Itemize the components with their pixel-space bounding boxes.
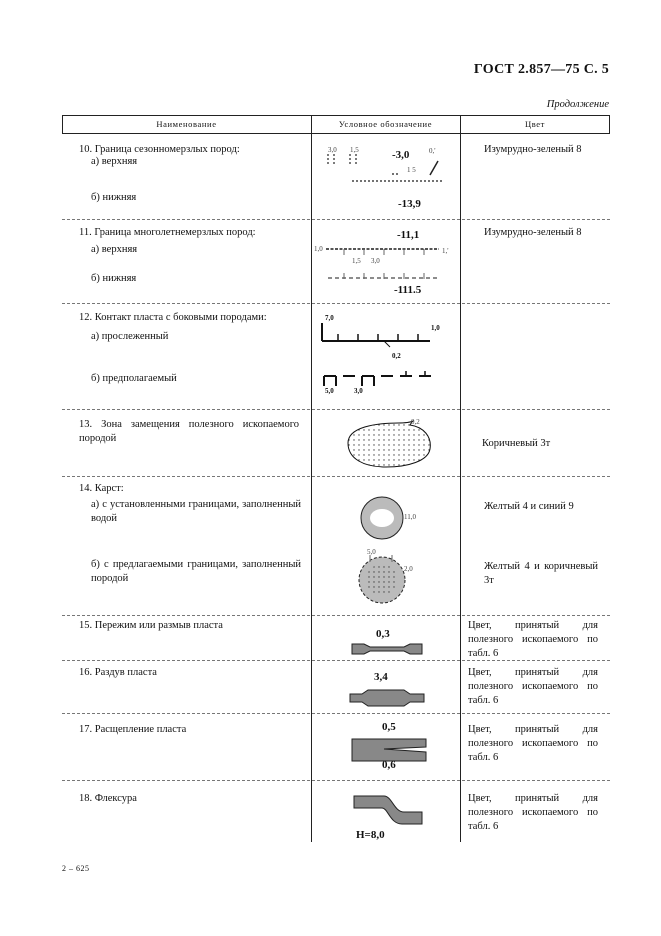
row-color: Изумрудно-зеленый 8 bbox=[484, 227, 582, 238]
table-row bbox=[62, 713, 610, 780]
row-item-a: а) верхняя bbox=[91, 244, 138, 255]
table-row bbox=[62, 660, 610, 713]
symbol-label: 1,0 bbox=[314, 245, 323, 253]
row-title: 13. Зона замещения полезного ископаемого породой bbox=[79, 419, 299, 444]
symbol-label: 1,' bbox=[442, 247, 449, 255]
row-title: 16. Раздув пласта bbox=[79, 667, 157, 678]
table-row bbox=[62, 133, 610, 219]
row-color: Цвет, принятый для полезного ископаемого по табл. 6 bbox=[468, 724, 598, 763]
page-footer: 2 – 625 bbox=[62, 864, 90, 873]
row-title: 14. Карст: bbox=[79, 483, 124, 494]
table-row bbox=[62, 219, 610, 303]
symbol-value: 0,5 bbox=[382, 721, 396, 733]
symbol-label: 3,0 bbox=[328, 146, 337, 154]
symbol-label: 0,2 bbox=[411, 418, 420, 426]
row-title: 11. Граница многолетнемерзлых пород: bbox=[79, 227, 256, 238]
row-color: Цвет, принятый для полезного ископаемого по табл. 6 bbox=[468, 667, 598, 706]
symbol-value: -3,0 bbox=[392, 149, 410, 161]
page-header: ГОСТ 2.857—75 С. 5 bbox=[473, 62, 609, 77]
seam-swell-symbol bbox=[348, 688, 426, 708]
col-header-symbol: Условное обозначение bbox=[338, 119, 433, 129]
row-item-b: б) нижняя bbox=[91, 192, 137, 203]
row-color: Цвет, принятый для полезного ископаемого по табл. 6 bbox=[468, 620, 598, 659]
row-item-b: б) с предлагаемыми границами, заполненный породой bbox=[91, 559, 301, 584]
row-title: 12. Контакт пласта с боковыми породами: bbox=[79, 312, 267, 323]
row-item-a: а) с установленными границами, заполненный водой bbox=[91, 499, 301, 524]
symbol-label: 1,0 bbox=[431, 324, 440, 332]
continuation-label: Продолжение bbox=[546, 99, 609, 110]
table-row bbox=[62, 303, 610, 409]
row-color-b: Желтый 4 и коричневый 3т bbox=[484, 561, 598, 586]
row-title: 10. Граница сезонномерзлых пород: bbox=[79, 144, 240, 155]
row-color: Изумрудно-зеленый 8 bbox=[484, 144, 582, 155]
row-item-a: а) прослеженный bbox=[91, 331, 169, 342]
symbol-label: 0,2 bbox=[392, 352, 401, 360]
symbol-label: 1 5 bbox=[407, 166, 416, 174]
permafrost-boundary-symbol bbox=[324, 243, 442, 289]
symbol-value: -13,9 bbox=[398, 198, 421, 210]
col-header-name: Наименование bbox=[156, 119, 217, 129]
symbol-value: -111.5 bbox=[394, 284, 422, 296]
symbol-label: 7,0 bbox=[325, 314, 334, 322]
row-title: 15. Пережим или размыв пласта bbox=[79, 620, 223, 631]
symbol-label: 3,0 bbox=[354, 387, 363, 395]
row-item-b: б) нижняя bbox=[91, 273, 137, 284]
symbol-label: 1,5 bbox=[350, 146, 359, 154]
row-item-a: а) верхняя bbox=[91, 156, 138, 167]
seam-contact-symbol bbox=[318, 321, 442, 401]
karst-symbol bbox=[342, 490, 442, 615]
row-color: Цвет, принятый для полезного ископаемого по табл. 6 bbox=[468, 793, 598, 832]
symbol-value: H=8,0 bbox=[356, 829, 385, 841]
symbol-value: 0,3 bbox=[376, 628, 390, 640]
symbol-label: 1,5 bbox=[352, 257, 361, 265]
symbol-value: -11,1 bbox=[397, 229, 420, 241]
row-item-b: б) предполагаемый bbox=[91, 373, 177, 384]
row-title: 18. Флексура bbox=[79, 793, 137, 804]
seam-pinch-symbol bbox=[350, 642, 424, 656]
col-header-color: Цвет bbox=[525, 119, 545, 129]
symbol-label: 5,0 bbox=[325, 387, 334, 395]
table-row bbox=[62, 409, 610, 476]
table-row bbox=[62, 780, 610, 842]
symbol-label: 3,0 bbox=[371, 257, 380, 265]
row-color-a: Желтый 4 и синий 9 bbox=[484, 501, 574, 512]
symbol-label: 5,0 bbox=[367, 548, 376, 556]
symbol-label: 0,' bbox=[429, 147, 436, 155]
symbol-value: 3,4 bbox=[374, 671, 388, 683]
symbol-label: 11,0 bbox=[404, 513, 416, 521]
table-row bbox=[62, 476, 610, 615]
table-row bbox=[62, 615, 610, 660]
symbol-value: 0,6 bbox=[382, 759, 396, 771]
flexure-symbol bbox=[352, 794, 424, 828]
row-color: Коричневый 3т bbox=[482, 438, 551, 449]
replacement-zone-symbol bbox=[342, 413, 442, 473]
row-title: 17. Расщепление пласта bbox=[79, 724, 187, 735]
symbol-label: 2,0 bbox=[404, 565, 413, 573]
